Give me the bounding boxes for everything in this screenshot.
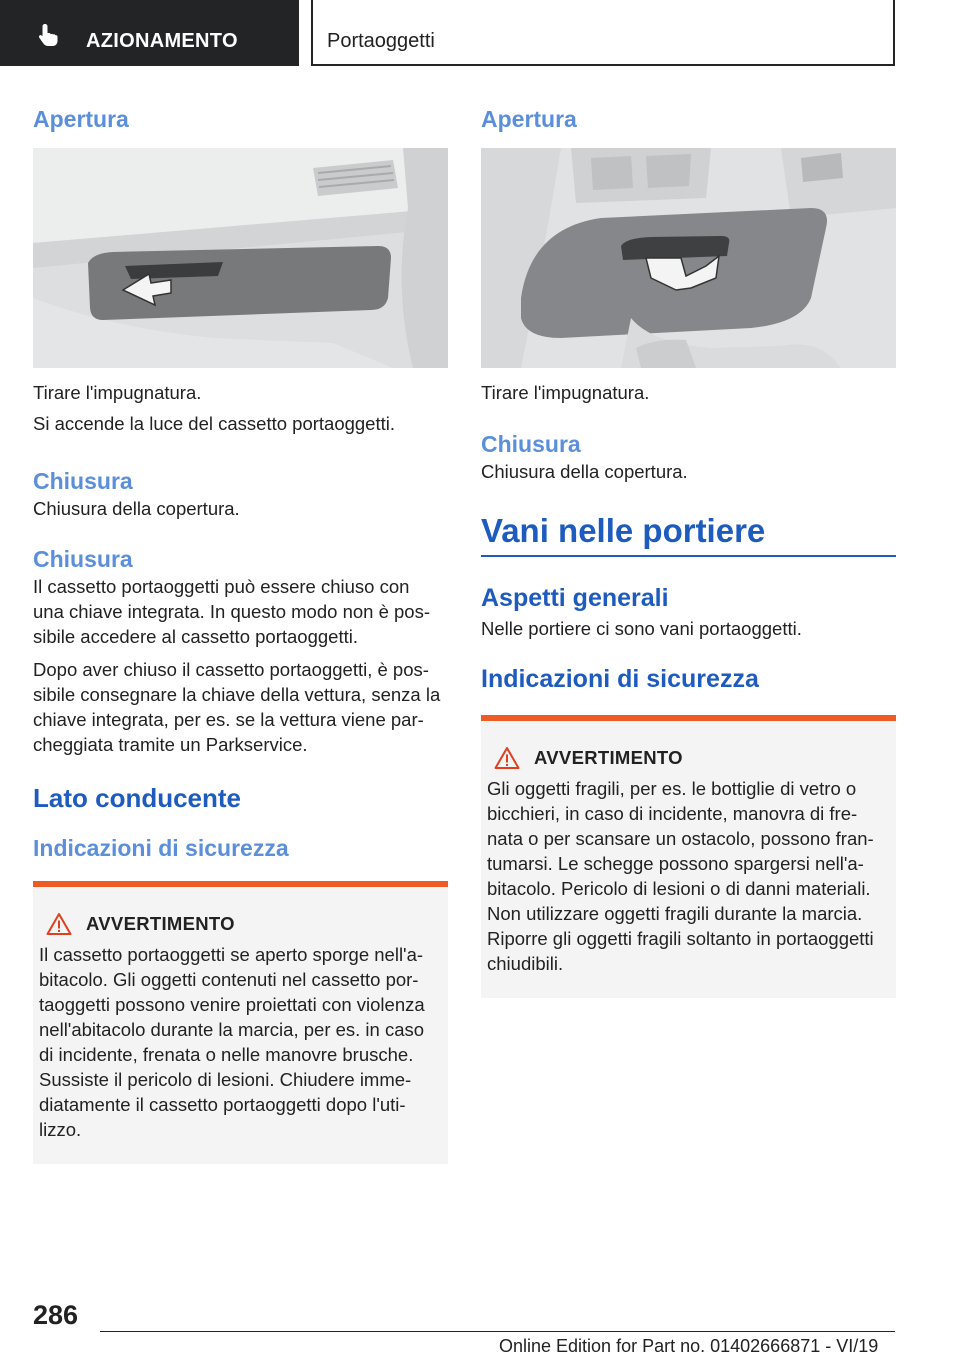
warning-header	[46, 911, 438, 936]
text-line: nell'abitacolo durante la marcia, per es. in caso	[39, 1019, 425, 1040]
text-line: taoggetti possono venire proiettati con violenza	[39, 994, 425, 1015]
footer-edition-text: Online Edition for Part no. 01402666871 - VI/19	[499, 1336, 879, 1356]
right-sicurezza-heading: Indicazioni di sicurezza	[481, 665, 759, 693]
footer-divider	[100, 1331, 895, 1332]
header-title: Portaoggetti	[327, 30, 435, 52]
header-section-tab	[0, 0, 299, 66]
right-apertura-heading: Apertura	[481, 106, 577, 132]
hand-pointer-icon	[36, 22, 62, 48]
left-lato-conducente-heading: Lato conducente	[33, 783, 242, 813]
right-column	[481, 96, 896, 998]
warning-title: AVVERTIMENTO	[534, 747, 683, 768]
heading-underline	[481, 555, 896, 557]
text-line: Dopo aver chiuso il cassetto portaoggetti, è pos-	[33, 659, 429, 680]
text-line: diatamente il cassetto portaoggetti dopo l'uti-	[39, 1094, 406, 1115]
glovebox-photo-left	[33, 148, 448, 368]
left-chiusura-text-1: Chiusura della copertura.	[33, 498, 240, 519]
left-apertura-text-1: Tirare l'impugnatura.	[33, 382, 202, 403]
text-line: bitacolo. Gli oggetti contenuti nel cassetto por-	[39, 969, 419, 990]
right-apertura-text-1: Tirare l'impugnatura.	[481, 382, 650, 403]
left-chiusura-paragraph-2	[33, 657, 448, 757]
warning-triangle-icon	[494, 746, 520, 770]
page-number: 286	[33, 1300, 79, 1330]
warning-title: AVVERTIMENTO	[86, 913, 235, 934]
text-line: tumarsi. Le schegge possono spargersi nell'a-	[487, 853, 864, 874]
text-line: Non utilizzare oggetti fragili durante la marcia.	[487, 903, 863, 924]
text-line: chiave integrata, per es. se la vettura viene par-	[33, 709, 424, 730]
left-apertura-text-2: Si accende la luce del cassetto portaoggetti.	[33, 413, 396, 434]
left-apertura-heading: Apertura	[33, 106, 129, 132]
text-line: Il cassetto portaoggetti se aperto sporge nell'a-	[39, 944, 424, 965]
left-warning-box	[33, 881, 448, 1164]
left-sicurezza-heading: Indicazioni di sicurezza	[33, 835, 289, 861]
right-chiusura-text: Chiusura della copertura.	[481, 461, 688, 482]
text-line: nata o per scansare un ostacolo, possono fran-	[487, 828, 874, 849]
text-line: Sussiste il pericolo di lesioni. Chiudere imme-	[39, 1069, 412, 1090]
text-line: lizzo.	[39, 1119, 82, 1140]
text-line: sibile consegnare la chiave della vettura, senza la	[33, 684, 441, 705]
left-column	[33, 96, 448, 1164]
right-aspetti-text: Nelle portiere ci sono vani portaoggetti.	[481, 618, 802, 639]
right-chiusura-heading: Chiusura	[481, 431, 581, 457]
right-warning-box	[481, 715, 896, 998]
text-line: di incidente, frenata o nelle manovre brusche.	[39, 1044, 414, 1065]
text-line: una chiave integrata. In questo modo non è pos-	[33, 601, 430, 622]
text-line: bicchieri, in caso di incidente, manovra di fre-	[487, 803, 858, 824]
glovebox-photo-right	[481, 148, 896, 368]
right-vani-heading: Vani nelle portiere	[481, 512, 766, 549]
left-chiusura-heading-2: Chiusura	[33, 546, 133, 572]
left-chiusura-heading-1: Chiusura	[33, 468, 133, 494]
text-line: Gli oggetti fragili, per es. le bottiglie di vetro o	[487, 778, 857, 799]
text-line: chiudibili.	[487, 953, 564, 974]
text-line: cheggiata tramite un Parkservice.	[33, 734, 308, 755]
text-line: sibile accedere al cassetto portaoggetti.	[33, 626, 358, 647]
text-line: bitacolo. Pericolo di lesioni o di danni materiali.	[487, 878, 871, 899]
warning-triangle-icon	[46, 912, 72, 936]
header-title-box	[311, 0, 895, 66]
text-line: Il cassetto portaoggetti può essere chiuso con	[33, 576, 410, 597]
left-chiusura-paragraph-1	[33, 574, 448, 649]
warning-header	[494, 745, 886, 770]
header-section-label: AZIONAMENTO	[86, 30, 238, 52]
text-line: Riporre gli oggetti fragili soltanto in portaoggetti	[487, 928, 874, 949]
right-aspetti-heading: Aspetti generali	[481, 584, 669, 612]
